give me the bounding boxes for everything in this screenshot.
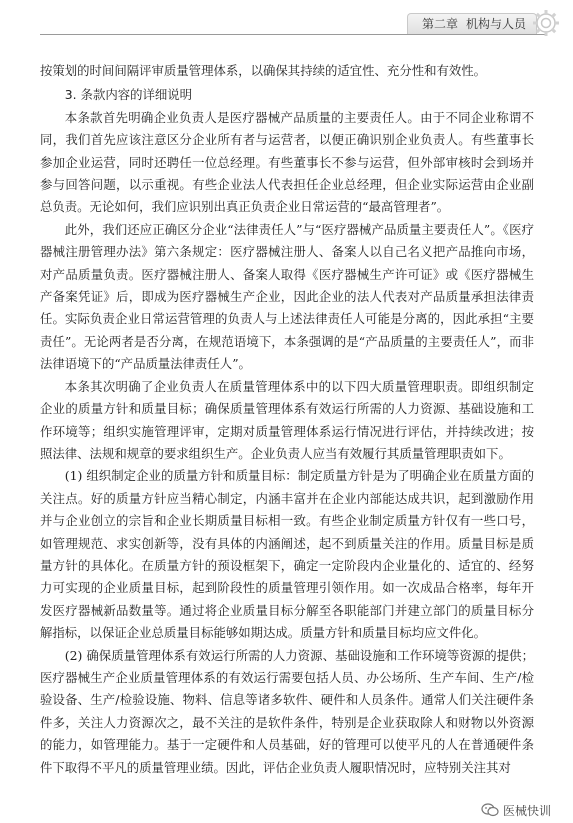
paragraph-continued: 按策划的时间间隔评审质量管理体系，以确保其持续的适宜性、充分性和有效性。 (40, 63, 487, 78)
paragraph: 本条款首先明确企业负责人是医疗器械产品质量的主要责任人。由于不同企业称谓不同，我们首先应该注意区分企业所有者与运营者，以便正确识别企业负责人。有些董事长参加企业运营，同时还聘任一位总经理。有些董事长不参与运营，但外部审核时会到场并参与回答问题，以示重视。有些企业法人代表担任企业总经理，但企业实际运营由企业副总负责。无论如何，我们应识别出真正负责企业日常运营的“最高管理者”。 (40, 109, 534, 215)
section-heading: 3. 条款内容的详细说明 (64, 87, 193, 103)
watermark (477, 799, 555, 821)
running-header (0, 0, 573, 46)
chapter-tab (407, 13, 537, 35)
wechat-icon (481, 803, 499, 817)
header-rule (40, 34, 545, 35)
chapter-number: 第二章 (421, 17, 458, 31)
paragraph-item-1: (1) 组织制定企业的质量方针和质量目标：制定质量方针是为了明确企业在质量方面的关注点。好的质量方针应当精心制定，内涵丰富并在企业内部能达成共识，起到激励作用并与企业创立的宗旨和企业长期质量目标相一致。有些企业制定质量方针仅有一些口号，如管理规范、求实创新等，没有具体的内涵阐述，起不到质量关注的作用。质量目标是质量方针的具体化。在质量方针的预设框架下，确定一定阶段内企业量化的、适宜的、经努力可实现的企业质量目标，起到阶段性的质量管理引领作用。如一次成品合格率，每年开发医疗器械新品数量等。通过将企业质量目标分解至各职能部门并建立部门的质量目标分解指标，以保证企业总质量目标能够如期达成。质量方针和质量目标均应文件化。 (40, 468, 534, 641)
paragraph-item-2: (2) 确保质量管理体系有效运行所需的人力资源、基础设施和工作环境等资源的提供；医疗器械生产企业质量管理体系的有效运行需要包括人员、办公场所、生产车间、生产/检验设备、生产/检验设施、物料、信息等诸多软件、硬件和人员条件。通常人们关注硬件条件多，关注人力资源次之，最不关注的是软件条件，特别是企业获取除人和财物以外资源的能力，如管理能力。基于一定硬件和人员基础，好的管理可以使平凡的人在普通硬件条件下取得不平凡的质量管理业绩。因此，评估企业负责人履职情况时，应特别关注其对 (40, 647, 534, 775)
paragraph: 本条其次明确了企业负责人在质量管理体系中的以下四大质量管理职责。即组织制定企业的质量方针和质量目标；确保质量管理体系有效运行所需的人力资源、基础设施和工作环境等；组织实施管理评审，定期对质量管理体系运行情况进行评估，并持续改进；按照法律、法规和规章的要求组织生产。企业负责人应当有效履行其质量管理职责如下。 (40, 378, 534, 461)
page-body (40, 60, 534, 779)
watermark-text: 医械快训 (502, 803, 551, 818)
chapter-title: 机构与人员 (465, 17, 526, 31)
gear-icon (531, 8, 561, 38)
paragraph: 此外，我们还应正确区分企业“法律责任人”与“医疗器械产品质量主要责任人”。《医疗器械注册管理办法》第六条规定：医疗器械注册人、备案人以自己名义把产品推向市场，对产品质量负责。医疗器械注册人、备案人取得《医疗器械生产许可证》或《医疗器械生产备案凭证》后，即成为医疗器械生产企业，因此企业的法人代表对产品质量承担法律责任。实际负责企业日常运营管理的负责人与上述法律责任人可能是分离的，因此承担“主要责任”。无论两者是否分离，在规范语境下，本条强调的是“产品质量的主要责任人”，而非法律语境下的“产品质量法律责任人”。 (40, 221, 534, 372)
